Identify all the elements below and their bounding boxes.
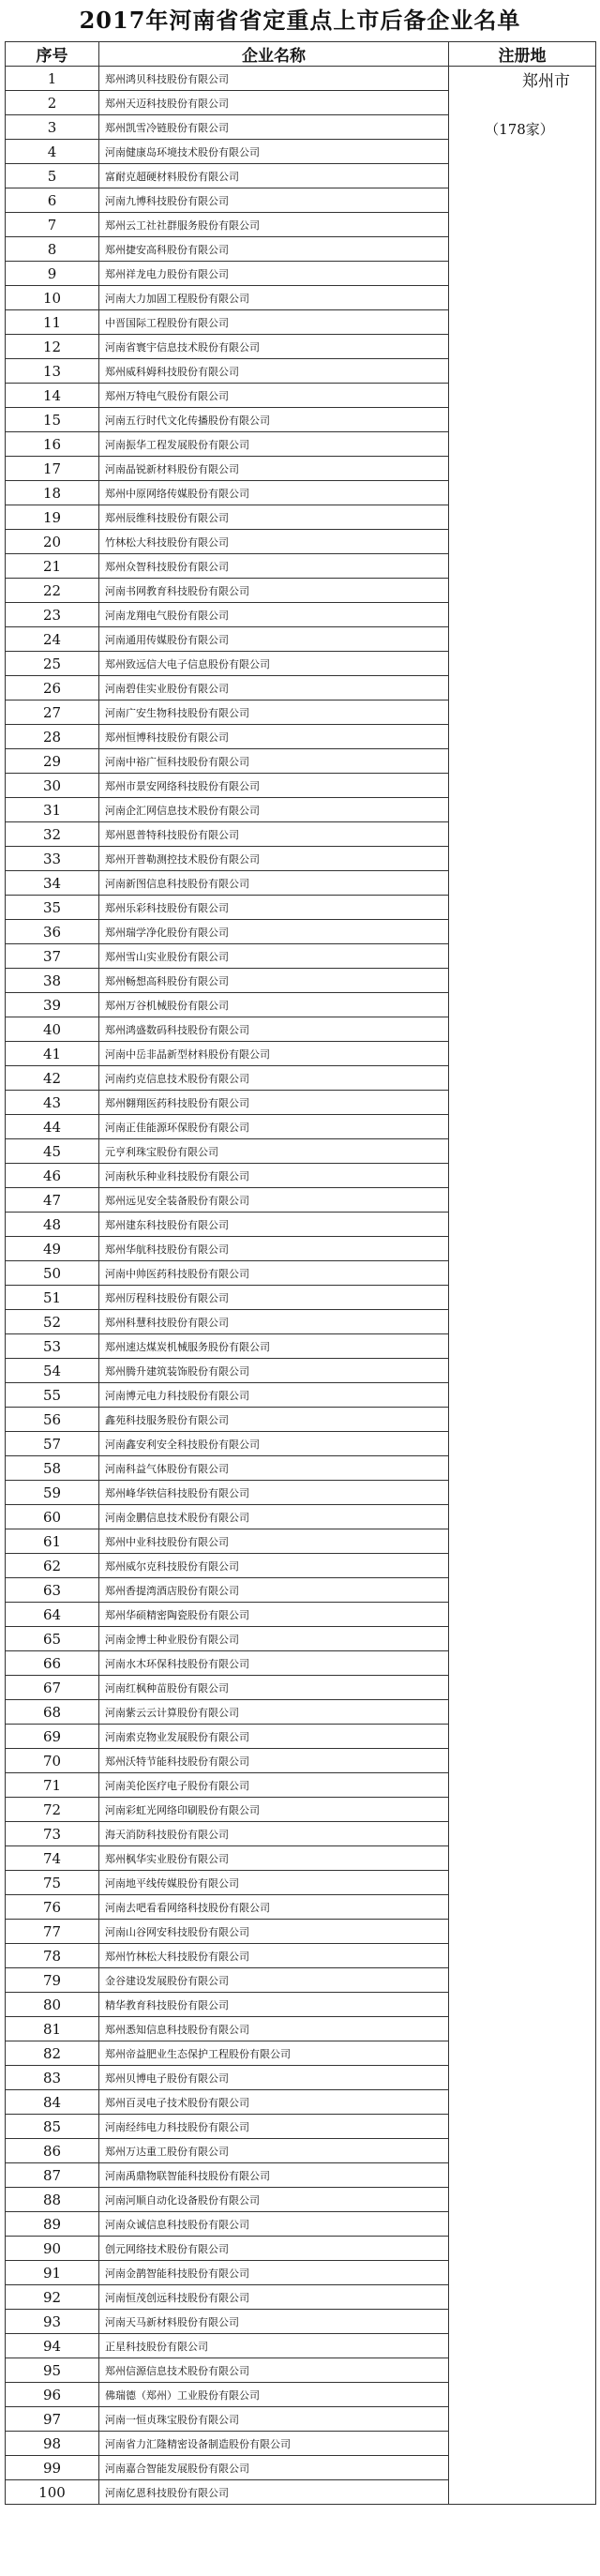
row-company-name: 郑州中业科技股份有限公司 [99,1529,449,1554]
row-index: 55 [6,1383,99,1408]
row-index: 45 [6,1139,99,1164]
row-company-name: 郑州华航科技股份有限公司 [99,1237,449,1261]
row-company-name: 河南约克信息技术股份有限公司 [99,1066,449,1091]
row-index: 80 [6,1993,99,2017]
row-index: 60 [6,1505,99,1529]
page-title: 2017年河南省省定重点上市后备企业名单 [79,7,521,34]
row-index: 62 [6,1554,99,1578]
row-company-name: 河南大力加固工程股份有限公司 [99,286,449,310]
header-name: 企业名称 [99,42,449,67]
row-index: 58 [6,1456,99,1481]
row-company-name: 郑州百灵电子技术股份有限公司 [99,2090,449,2115]
row-company-name: 郑州翱翔医药科技股份有限公司 [99,1091,449,1115]
row-index: 83 [6,2066,99,2090]
row-index: 36 [6,920,99,944]
row-index: 4 [6,140,99,164]
row-company-name: 河南五行时代文化传播股份有限公司 [99,408,449,432]
row-company-name: 郑州祥龙电力股份有限公司 [99,262,449,286]
row-company-name: 河南中帅医药科技股份有限公司 [99,1261,449,1286]
row-index: 39 [6,993,99,1017]
row-company-name: 河南亿恩科技股份有限公司 [99,2480,449,2505]
row-company-name: 河南水木环保科技股份有限公司 [99,1651,449,1676]
row-company-name: 竹林松大科技股份有限公司 [99,530,449,554]
row-company-name: 郑州恩普特科技股份有限公司 [99,822,449,847]
row-company-name: 河南经纬电力科技股份有限公司 [99,2115,449,2139]
enterprise-table [5,41,596,2505]
row-index: 1 [6,67,99,91]
location-city: 郑州市 [522,72,570,91]
row-index: 12 [6,335,99,359]
row-index: 63 [6,1578,99,1603]
row-company-name: 河南省寰宇信息技术股份有限公司 [99,335,449,359]
row-index: 100 [6,2480,99,2505]
row-index: 71 [6,1773,99,1798]
table-header-row [6,42,596,67]
row-index: 88 [6,2188,99,2212]
row-index: 33 [6,847,99,871]
row-index: 24 [6,627,99,652]
row-index: 19 [6,505,99,530]
row-index: 72 [6,1798,99,1822]
row-index: 93 [6,2310,99,2334]
row-index: 17 [6,457,99,481]
row-company-name: 河南彩虹光网络印刷股份有限公司 [99,1798,449,1822]
row-index: 44 [6,1115,99,1139]
row-company-name: 河南天马新材料股份有限公司 [99,2310,449,2334]
row-index: 85 [6,2115,99,2139]
row-index: 90 [6,2237,99,2261]
row-company-name: 郑州万特电气股份有限公司 [99,384,449,408]
row-company-name: 河南一恒贞珠宝股份有限公司 [99,2407,449,2432]
row-company-name: 河南晶锐新材料股份有限公司 [99,457,449,481]
row-index: 91 [6,2261,99,2285]
row-company-name: 河南众诚信息科技股份有限公司 [99,2212,449,2237]
row-company-name: 郑州科慧科技股份有限公司 [99,1310,449,1334]
row-company-name: 郑州乐彩科技股份有限公司 [99,896,449,920]
row-index: 87 [6,2163,99,2188]
row-company-name: 郑州建东科技股份有限公司 [99,1213,449,1237]
row-index: 22 [6,579,99,603]
row-index: 26 [6,676,99,700]
location-count: （178家） [485,121,554,138]
row-company-name: 河南金博士种业股份有限公司 [99,1627,449,1651]
row-company-name: 河南禹鼎物联智能科技股份有限公司 [99,2163,449,2188]
row-company-name: 河南九博科技股份有限公司 [99,188,449,213]
row-company-name: 郑州帝益肥业生态保护工程股份有限公司 [99,2041,449,2066]
row-company-name: 郑州速达煤炭机械服务股份有限公司 [99,1334,449,1359]
row-index: 73 [6,1822,99,1846]
row-index: 3 [6,115,99,140]
row-company-name: 河南地平线传媒股份有限公司 [99,1871,449,1895]
row-company-name: 郑州威科姆科技股份有限公司 [99,359,449,384]
row-index: 66 [6,1651,99,1676]
row-company-name: 河南金鹏信息技术股份有限公司 [99,1505,449,1529]
row-index: 95 [6,2358,99,2383]
row-company-name: 河南去吧看看网络科技股份有限公司 [99,1895,449,1920]
row-index: 20 [6,530,99,554]
row-company-name: 郑州威尔克科技股份有限公司 [99,1554,449,1578]
header-index: 序号 [6,42,99,67]
row-company-name: 中晋国际工程股份有限公司 [99,310,449,335]
row-company-name: 河南龙翔电气股份有限公司 [99,603,449,627]
row-company-name: 郑州华硕精密陶瓷股份有限公司 [99,1603,449,1627]
row-company-name: 河南金鹊智能科技股份有限公司 [99,2261,449,2285]
row-company-name: 郑州峰华铁信科技股份有限公司 [99,1481,449,1505]
row-index: 51 [6,1286,99,1310]
row-index: 89 [6,2212,99,2237]
row-company-name: 郑州恒博科技股份有限公司 [99,725,449,749]
row-company-name: 河南秋乐种业科技股份有限公司 [99,1164,449,1188]
row-index: 11 [6,310,99,335]
table-body [6,67,596,2505]
row-company-name: 郑州信源信息技术股份有限公司 [99,2358,449,2383]
row-index: 18 [6,481,99,505]
row-company-name: 河南碧佳实业股份有限公司 [99,676,449,700]
row-index: 59 [6,1481,99,1505]
row-index: 47 [6,1188,99,1213]
row-company-name: 河南新图信息科技股份有限公司 [99,871,449,896]
row-company-name: 元亨利珠宝股份有限公司 [99,1139,449,1164]
row-company-name: 郑州鸿贝科技股份有限公司 [99,67,449,91]
row-index: 41 [6,1042,99,1066]
row-company-name: 郑州瑞学净化股份有限公司 [99,920,449,944]
header-location: 注册地 [449,42,596,67]
row-company-name: 郑州市景安网络科技股份有限公司 [99,774,449,798]
row-company-name: 河南书网教育科技股份有限公司 [99,579,449,603]
row-company-name: 鑫苑科技服务股份有限公司 [99,1408,449,1432]
row-index: 56 [6,1408,99,1432]
row-company-name: 河南河顺自动化设备股份有限公司 [99,2188,449,2212]
row-company-name: 郑州沃特节能科技股份有限公司 [99,1749,449,1773]
row-company-name: 河南恒茂创远科技股份有限公司 [99,2285,449,2310]
row-index: 25 [6,652,99,676]
row-company-name: 郑州远见安全装备股份有限公司 [99,1188,449,1213]
row-index: 98 [6,2432,99,2456]
row-company-name: 郑州天迈科技股份有限公司 [99,91,449,115]
row-index: 81 [6,2017,99,2041]
row-company-name: 河南科益气体股份有限公司 [99,1456,449,1481]
row-index: 43 [6,1091,99,1115]
row-index: 68 [6,1700,99,1725]
row-index: 50 [6,1261,99,1286]
row-company-name: 郑州枫华实业股份有限公司 [99,1846,449,1871]
row-index: 38 [6,969,99,993]
row-index: 77 [6,1920,99,1944]
row-index: 76 [6,1895,99,1920]
row-company-name: 正星科技股份有限公司 [99,2334,449,2358]
row-index: 48 [6,1213,99,1237]
row-company-name: 河南健康岛环境技术股份有限公司 [99,140,449,164]
row-index: 61 [6,1529,99,1554]
row-company-name: 精华教育科技股份有限公司 [99,1993,449,2017]
row-company-name: 河南通用传媒股份有限公司 [99,627,449,652]
row-company-name: 郑州竹林松大科技股份有限公司 [99,1944,449,1968]
row-company-name: 河南索克物业发展股份有限公司 [99,1725,449,1749]
row-index: 32 [6,822,99,847]
row-index: 7 [6,213,99,237]
row-index: 99 [6,2456,99,2480]
row-company-name: 海天消防科技股份有限公司 [99,1822,449,1846]
row-company-name: 富耐克超硬材料股份有限公司 [99,164,449,188]
row-company-name: 河南中裕广恒科技股份有限公司 [99,749,449,774]
row-index: 34 [6,871,99,896]
row-index: 10 [6,286,99,310]
row-index: 84 [6,2090,99,2115]
row-index: 30 [6,774,99,798]
registration-location-cell [449,67,596,2505]
row-company-name: 郑州悉知信息科技股份有限公司 [99,2017,449,2041]
row-company-name: 郑州辰维科技股份有限公司 [99,505,449,530]
row-company-name: 郑州香提湾酒店股份有限公司 [99,1578,449,1603]
row-index: 16 [6,432,99,457]
row-index: 78 [6,1944,99,1968]
row-index: 23 [6,603,99,627]
row-index: 74 [6,1846,99,1871]
row-company-name: 郑州厉程科技股份有限公司 [99,1286,449,1310]
row-index: 29 [6,749,99,774]
row-index: 65 [6,1627,99,1651]
row-index: 57 [6,1432,99,1456]
row-company-name: 郑州云工社社群服务股份有限公司 [99,213,449,237]
row-index: 70 [6,1749,99,1773]
row-company-name: 河南振华工程发展股份有限公司 [99,432,449,457]
row-index: 49 [6,1237,99,1261]
row-index: 69 [6,1725,99,1749]
row-index: 14 [6,384,99,408]
row-company-name: 河南正佳能源环保股份有限公司 [99,1115,449,1139]
row-index: 27 [6,700,99,725]
row-index: 52 [6,1310,99,1334]
row-index: 8 [6,237,99,262]
row-company-name: 郑州凯雪冷链股份有限公司 [99,115,449,140]
row-index: 67 [6,1676,99,1700]
row-index: 9 [6,262,99,286]
table-row [6,67,596,91]
row-company-name: 河南鑫安利安全科技股份有限公司 [99,1432,449,1456]
row-index: 35 [6,896,99,920]
row-index: 40 [6,1017,99,1042]
row-company-name: 郑州众智科技股份有限公司 [99,554,449,579]
row-index: 79 [6,1968,99,1993]
row-index: 15 [6,408,99,432]
row-index: 46 [6,1164,99,1188]
row-index: 6 [6,188,99,213]
row-index: 28 [6,725,99,749]
row-index: 86 [6,2139,99,2163]
row-index: 64 [6,1603,99,1627]
row-company-name: 金谷建设发展股份有限公司 [99,1968,449,1993]
row-index: 94 [6,2334,99,2358]
row-company-name: 郑州万达重工股份有限公司 [99,2139,449,2163]
row-company-name: 郑州致远信大电子信息股份有限公司 [99,652,449,676]
row-company-name: 郑州开普勒测控技术股份有限公司 [99,847,449,871]
row-index: 75 [6,1871,99,1895]
row-index: 13 [6,359,99,384]
row-index: 37 [6,944,99,969]
row-company-name: 河南企汇网信息技术股份有限公司 [99,798,449,822]
row-index: 96 [6,2383,99,2407]
row-index: 5 [6,164,99,188]
row-index: 42 [6,1066,99,1091]
row-company-name: 郑州鸿盛数码科技股份有限公司 [99,1017,449,1042]
row-company-name: 佛瑞德（郑州）工业股份有限公司 [99,2383,449,2407]
row-index: 97 [6,2407,99,2432]
row-company-name: 河南山谷网安科技股份有限公司 [99,1920,449,1944]
row-company-name: 郑州雪山实业股份有限公司 [99,944,449,969]
row-company-name: 郑州中原网络传媒股份有限公司 [99,481,449,505]
row-index: 2 [6,91,99,115]
row-company-name: 河南红枫种苗股份有限公司 [99,1676,449,1700]
row-index: 54 [6,1359,99,1383]
row-company-name: 郑州畅想高科股份有限公司 [99,969,449,993]
row-company-name: 河南紫云云计算股份有限公司 [99,1700,449,1725]
row-index: 82 [6,2041,99,2066]
row-company-name: 河南博元电力科技股份有限公司 [99,1383,449,1408]
row-index: 92 [6,2285,99,2310]
row-index: 31 [6,798,99,822]
row-company-name: 河南嘉合智能发展股份有限公司 [99,2456,449,2480]
row-company-name: 河南广安生物科技股份有限公司 [99,700,449,725]
row-index: 21 [6,554,99,579]
row-company-name: 创元网络技术股份有限公司 [99,2237,449,2261]
row-company-name: 河南省力汇隆精密设备制造股份有限公司 [99,2432,449,2456]
row-company-name: 河南美伦医疗电子股份有限公司 [99,1773,449,1798]
row-company-name: 郑州万谷机械股份有限公司 [99,993,449,1017]
row-company-name: 郑州贝博电子股份有限公司 [99,2066,449,2090]
row-company-name: 郑州捷安高科股份有限公司 [99,237,449,262]
row-company-name: 郑州腾升建筑装饰股份有限公司 [99,1359,449,1383]
row-company-name: 河南中岳非晶新型材料股份有限公司 [99,1042,449,1066]
row-index: 53 [6,1334,99,1359]
